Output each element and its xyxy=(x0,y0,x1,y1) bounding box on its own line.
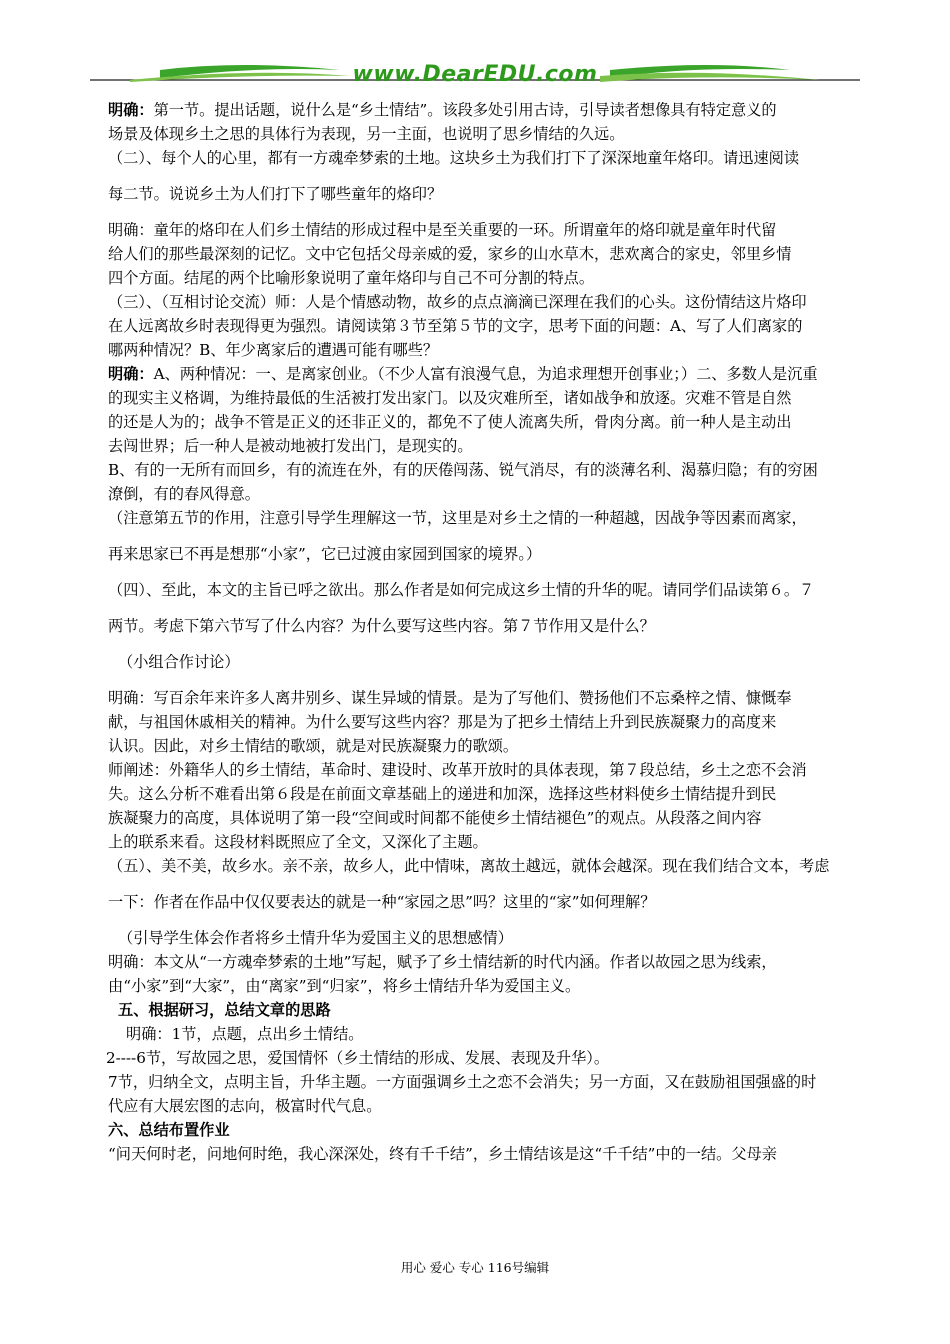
section-heading: 六、总结布置作业 xyxy=(108,1121,230,1139)
text-line: （小组合作讨论） xyxy=(118,653,240,671)
text-line: 一下：作者在作品中仅仅要表达的就是一种“家园之思”吗？这里的“家”如何理解？ xyxy=(108,893,656,911)
text-line: 代应有大展宏图的志向，极富时代气息。 xyxy=(108,1097,382,1115)
text-line: 明确：1节，点题，点出乡土情结。 xyxy=(126,1025,364,1043)
text-line: 潦倒，有的春风得意。 xyxy=(108,485,260,503)
text-line: 每二节。说说乡土为人们打下了哪些童年的烙印？ xyxy=(108,185,443,203)
text-line: 明确：第一节。提出话题，说什么是“乡土情结”。该段多处引用古诗，引导读者想像具有特定意义的 xyxy=(108,101,777,119)
text-line: 哪两种情况？B、年少离家后的遭遇可能有哪些？ xyxy=(108,341,439,359)
page-footer: 用心 爱心 专心 116号编辑 xyxy=(400,1260,550,1275)
text-line: 场景及体现乡土之思的具体行为表现，另一主面，也说明了思乡情结的久远。 xyxy=(108,125,625,143)
text-line: （注意第五节的作用，注意引导学生理解这一节，这里是对乡土之情的一种超越，因战争等因素而离家， xyxy=(108,509,807,527)
text-line: 师阐述：外籍华人的乡土情结，革命时、建设时、改革开放时的具体表现，第７段总结，乡土之恋不会消 xyxy=(108,761,807,779)
text-line: 给人们的那些最深刻的记忆。文中它包括父母亲威的爱，家乡的山水草木，悲欢离合的家史，邻里乡情 xyxy=(108,245,792,263)
text-line: 认识。因此，对乡土情结的歌颂，就是对民族凝聚力的歌颂。 xyxy=(108,737,519,755)
section-heading: 五、根据研习，总结文章的思路 xyxy=(118,1001,331,1019)
text-line: 两节。考虑下第六节写了什么内容？为什么要写这些内容。第７节作用又是什么？ xyxy=(108,617,655,635)
text-line: 献，与祖国休戚相关的精神。为什么要写这些内容？那是为了把乡土情结上升到民族凝聚力的高度来 xyxy=(108,713,777,731)
text-line: 的现实主义格调，为维持最低的生活被打发出家门。以及灾难所至，诸如战争和放逐。灾难不管是自然 xyxy=(108,389,792,407)
text-line: 族凝聚力的高度，具体说明了第一段“空间或时间都不能使乡土情结褪色”的观点。从段落之间内容 xyxy=(108,809,762,827)
text-line: 明确：本文从“一方魂牵梦索的土地”写起，赋予了乡土情结新的时代内涵。作者以故园之思为线索， xyxy=(108,953,777,971)
text-line: 再来思家已不再是想那“小家”，它已过渡由家园到国家的境界。） xyxy=(108,545,542,563)
text-line: 明确：A、两种情况：一、是离家创业。（不少人富有浪漫气息，为追求理想开创事业；）二、多数人是沉重 xyxy=(108,365,818,383)
text-line: 四个方面。结尾的两个比喻形象说明了童年烙印与自己不可分割的特点。 xyxy=(108,269,594,287)
text-line: 去闯世界；后一种人是被动地被打发出门，是现实的。 xyxy=(108,437,473,455)
text-line: （五）、美不美，故乡水。亲不亲，故乡人，此中情味，离故土越远，就体会越深。现在我们结合文本，考虑 xyxy=(108,857,830,875)
text-line: 7节，归纳全文，点明主旨，升华主题。一方面强调乡土之恋不会消失；另一方面，又在鼓励祖国强盛的时 xyxy=(108,1073,817,1091)
site-logo-text: www.DearEDU.com xyxy=(352,62,598,87)
text-line: 明确：写百余年来许多人离井别乡、谋生异域的情景。是为了写他们、赞扬他们不忘桑梓之情、慷慨奉 xyxy=(108,689,792,707)
text-line: 上的联系来看。这段材料既照应了全文，又深化了主题。 xyxy=(108,833,488,851)
text-line: 明确：童年的烙印在人们乡土情结的形成过程中是至关重要的一环。所谓童年的烙印就是童年时代留 xyxy=(108,221,777,239)
text-line: 2----6节，写故园之思，爱国情怀（乡土情结的形成、发展、表现及升华）。 xyxy=(106,1049,610,1067)
text-line: （四）、至此，本文的主旨已呼之欲出。那么作者是如何完成这乡土情的升华的呢。请同学们品读第６。７ xyxy=(108,581,815,599)
text-line: 由“小家”到“大家”，由“离家”到“归家”，将乡土情结升华为爱国主义。 xyxy=(108,977,581,995)
text-line: 在人远离故乡时表现得更为强烈。请阅读第３节至第５节的文字，思考下面的问题：A、写了人们离家的 xyxy=(108,317,803,335)
document-body xyxy=(108,98,862,1166)
text-line: （三）、（互相讨论交流）师：人是个情感动物，故乡的点点滴滴已深理在我们的心头。这份情结这片烙印 xyxy=(108,293,807,311)
site-header xyxy=(90,56,860,96)
text-line: （二）、每个人的心里，都有一方魂牵梦索的土地。这块乡土为我们打下了深深地童年烙印。请迅速阅读 xyxy=(108,149,800,167)
text-line: B、有的一无所有而回乡，有的流连在外，有的厌倦闯荡、锐气消尽，有的淡薄名利、渴慕归隐；有的穷困 xyxy=(108,461,818,479)
text-line: 失。这么分析不难看出第６段是在前面文章基础上的递进和加深，选择这些材料使乡土情结提升到民 xyxy=(108,785,777,803)
text-line: 的还是人为的；战争不管是正义的还非正义的，都免不了使人流离失所，骨肉分离。前一种人是主动出 xyxy=(108,413,792,431)
text-line: （引导学生体会作者将乡土情升华为爱国主义的思想感情） xyxy=(118,929,513,947)
text-line: “问天何时老，问地何时绝，我心深深处，终有千千结”，乡土情结该是这“千千结”中的一结。父母亲 xyxy=(108,1145,777,1163)
